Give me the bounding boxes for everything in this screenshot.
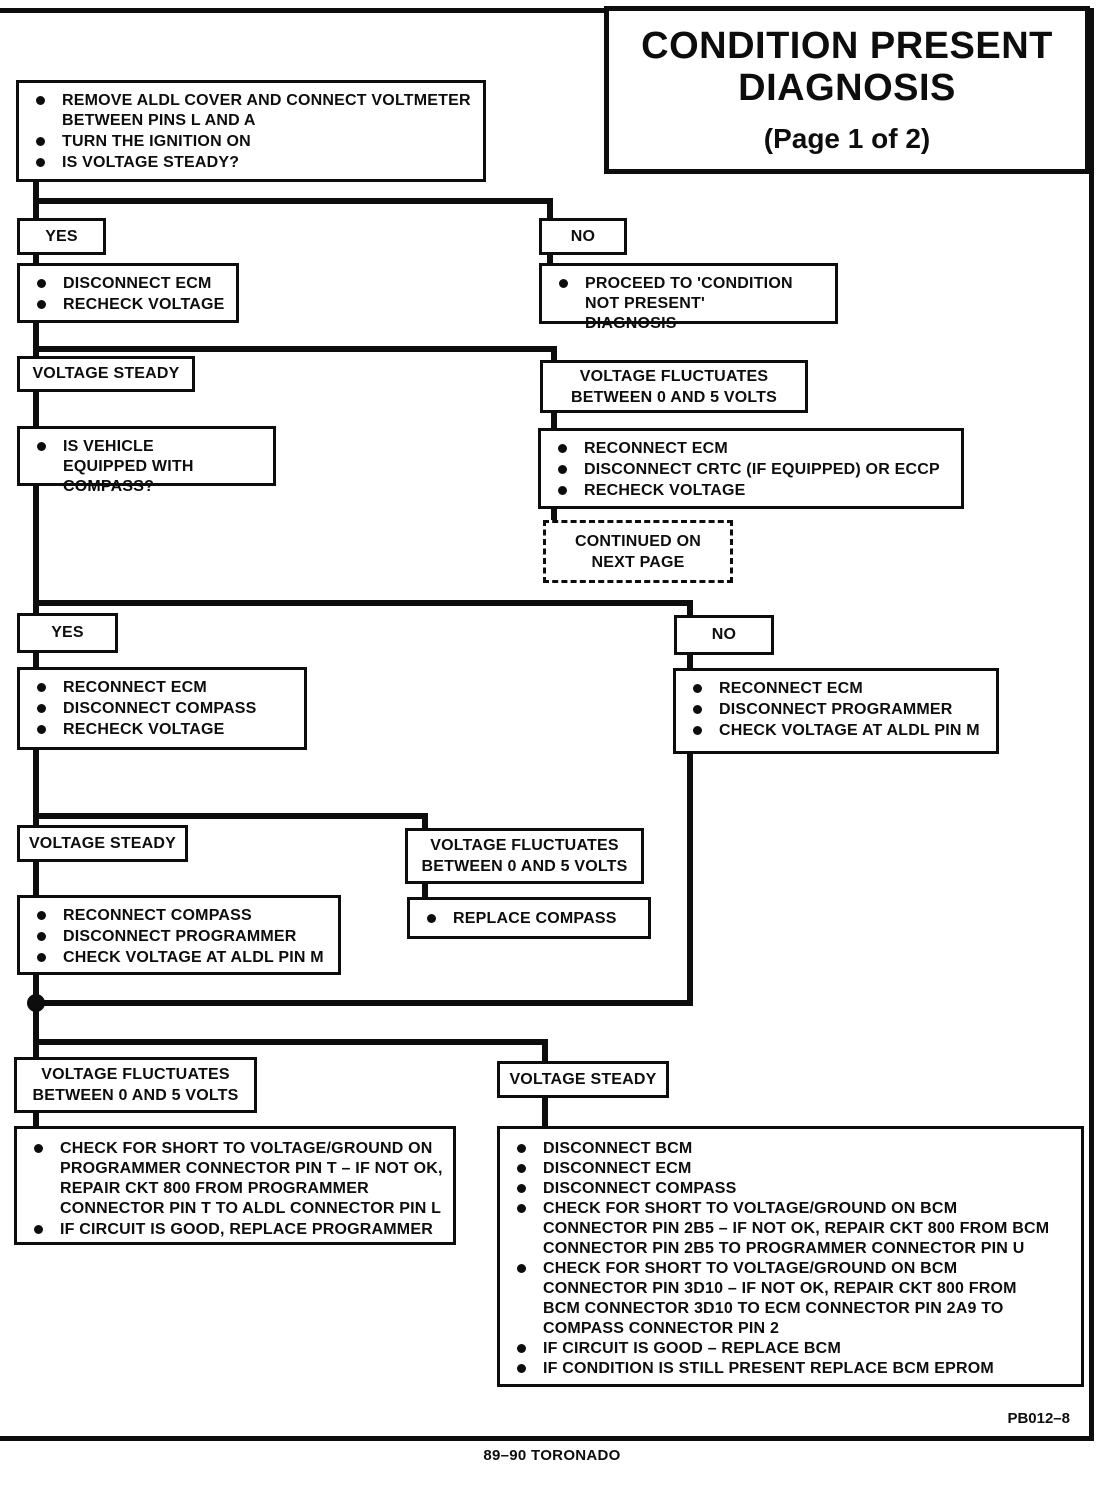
right-border-line [1089,8,1094,1441]
flow-line [542,1039,548,1062]
flow-node-compass-question: IS VEHICLE EQUIPPED WITH COMPASS? [17,426,276,486]
flow-line [542,1097,548,1127]
flow-node-no-2: NO [674,615,774,655]
flow-line [687,753,693,1006]
flow-node-voltage-steady-1: VOLTAGE STEADY [17,356,195,392]
flow-line [33,346,557,352]
flow-line [687,654,693,669]
flow-line [33,600,693,606]
flow-node-start: REMOVE ALDL COVER AND CONNECT VOLTMETER BETWEEN PINS L AND A TURN THE IGNITION ON IS VOLTAGE STEADY? [16,80,486,182]
flow-node-voltage-steady-2: VOLTAGE STEADY [17,825,188,862]
flow-line [36,1000,691,1006]
flow-line [33,198,553,204]
flow-node-disconnect-programmer: RECONNECT ECM DISCONNECT PROGRAMMER CHECK VOLTAGE AT ALDL PIN M [673,668,999,754]
page-title: CONDITION PRESENT [641,25,1053,67]
flow-line [551,412,557,429]
flow-line [33,974,39,1058]
flow-node-voltage-fluctuates-3: VOLTAGE FLUCTUATES BETWEEN 0 AND 5 VOLTS [14,1057,257,1113]
flow-node-recheck-voltage: DISCONNECT ECM RECHECK VOLTAGE [17,263,239,323]
flow-node-voltage-fluctuates-2: VOLTAGE FLUCTUATES BETWEEN 0 AND 5 VOLTS [405,828,644,884]
flow-node-check-bcm-circuit: DISCONNECT BCM DISCONNECT ECM DISCONNECT COMPASS CHECK FOR SHORT TO VOLTAGE/GROUND ON BCM CONNECTOR PIN 2B5 – IF NOT OK, REPAIR CKT 800 FROM BCM CONNECTOR PIN 2B5 TO PROGRAMMER CONNECTOR PIN U CHECK FOR SHORT TO VOLTAGE/GROUND ON BCM CONNECTOR PIN 3D10 – IF NOT OK, REPAIR CKT 800 FROM BCM CONNECTOR 3D10 TO ECM CONNECTOR PIN 2A9 TO COMPASS CONNECTOR PIN 2 IF CIRCUIT IS GOOD – REPLACE BCM IF CONDITION IS STILL PRESENT REPLACE BCM EPROM [497,1126,1084,1387]
flow-node-voltage-fluctuates-1: VOLTAGE FLUCTUATES BETWEEN 0 AND 5 VOLTS [540,360,808,413]
flow-node-reconnect-compass: RECONNECT COMPASS DISCONNECT PROGRAMMER CHECK VOLTAGE AT ALDL PIN M [17,895,341,975]
flow-node-replace-compass: REPLACE COMPASS [407,897,651,939]
flow-line [422,813,428,829]
flow-line [33,1111,39,1127]
flow-node-no-1: NO [539,218,627,255]
flow-node-voltage-steady-3: VOLTAGE STEADY [497,1061,669,1098]
flow-line [33,1039,548,1045]
flow-line [33,652,39,668]
flow-node-yes-1: YES [17,218,106,255]
flow-line [33,390,39,427]
flow-node-check-programmer-circuit: CHECK FOR SHORT TO VOLTAGE/GROUND ON PROGRAMMER CONNECTOR PIN T – IF NOT OK, REPAIR CKT 800 FROM PROGRAMMER CONNECTOR PIN T TO ALDL CONNECTOR PIN L IF CIRCUIT IS GOOD, REPLACE PROGRAMMER [14,1126,456,1245]
bottom-border-line [0,1436,1094,1441]
flow-line [687,600,693,616]
title-box [604,6,1090,174]
flow-line [551,507,557,521]
top-border-line [0,8,604,13]
flow-node-proceed-not-present: PROCEED TO 'CONDITION NOT PRESENT' DIAGNOSIS [539,263,838,324]
page-number: (Page 1 of 2) [763,123,931,154]
flow-line [422,883,428,898]
flow-line [33,485,39,614]
figure-code: PB012–8 [1007,1410,1070,1427]
flow-node-yes-2: YES [17,613,118,653]
flow-line [33,813,428,819]
flow-node-disconnect-compass: RECONNECT ECM DISCONNECT COMPASS RECHECK VOLTAGE [17,667,307,750]
flow-line [33,861,39,896]
page-title-line2: DIAGNOSIS [738,67,956,109]
flow-line [551,346,557,361]
footer-model: 89–90 TORONADO [483,1447,621,1464]
flow-line [547,198,553,218]
flow-node-continued-next-page: CONTINUED ON NEXT PAGE [543,520,733,583]
flow-node-disconnect-crtc: RECONNECT ECM DISCONNECT CRTC (IF EQUIPPED) OR ECCP RECHECK VOLTAGE [538,428,964,509]
